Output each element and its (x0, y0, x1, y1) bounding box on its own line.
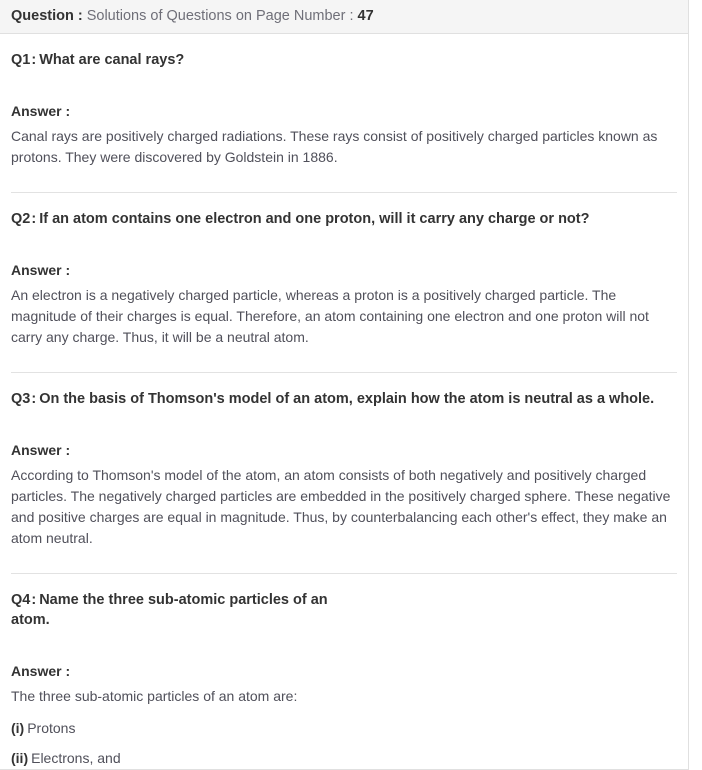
answer-label: Answer : (11, 442, 71, 458)
answer-paragraph: According to Thomson's model of the atom, an atom consists of both negatively and positively charged particles. The negatively charged particles are embedded in the positively charged sphere. These negative and positive charges are equal in magnitude. Thus, by counterbalancing each other's effect, they make an atom neutral. (11, 467, 671, 546)
list-item-marker: (i) (11, 720, 25, 736)
answer-list-item (11, 739, 677, 769)
question-line (11, 34, 677, 74)
qa-item (11, 193, 677, 350)
question-number: Q1 (11, 52, 31, 68)
qa-item (11, 34, 677, 170)
answer-label: Answer : (11, 262, 71, 278)
question-separator: : (31, 52, 37, 68)
question-text: On the basis of Thomson's model of an atom, explain how the atom is neutral as a whole. (39, 391, 655, 407)
answer-paragraph: The three sub-atomic particles of an atom are: (11, 688, 298, 704)
question-text: If an atom contains one electron and one proton, will it carry any charge or not? (39, 211, 590, 227)
answer-label: Answer : (11, 663, 71, 679)
list-item-text: Electrons, and (31, 750, 121, 766)
list-item-marker: (ii) (11, 750, 29, 766)
question-number: Q2 (11, 211, 31, 227)
header-page-number: 47 (357, 8, 374, 25)
header-question-label: Question : (11, 8, 83, 25)
question-text: Name the three sub-atomic particles of an atom. (11, 592, 328, 628)
question-number: Q4 (11, 592, 31, 608)
panel-header (0, 0, 688, 34)
qa-item (11, 373, 677, 551)
question-line (11, 574, 677, 634)
question-separator: : (31, 211, 37, 227)
qa-list (0, 34, 688, 769)
qa-item (11, 574, 677, 769)
question-separator: : (31, 592, 37, 608)
answer-list-item (11, 709, 677, 739)
question-number: Q3 (11, 391, 31, 407)
header-description: Solutions of Questions on Page Number : (86, 8, 354, 25)
list-item-text: Protons (27, 720, 76, 736)
question-line (11, 193, 677, 233)
question-separator: : (31, 391, 37, 407)
question-line (11, 373, 677, 413)
question-text: What are canal rays? (39, 52, 185, 68)
answer-paragraph: An electron is a negatively charged particle, whereas a proton is a positively charged particle. The magnitude of their charges is equal. Therefore, an atom containing one electron and one proton will not carry any charge. Thus, it will be a neutral atom. (11, 287, 649, 345)
answer-label: Answer : (11, 103, 71, 119)
answer-paragraph: Canal rays are positively charged radiations. These rays consist of positively charged particles known as protons. They were discovered by Goldstein in 1886. (11, 128, 658, 165)
